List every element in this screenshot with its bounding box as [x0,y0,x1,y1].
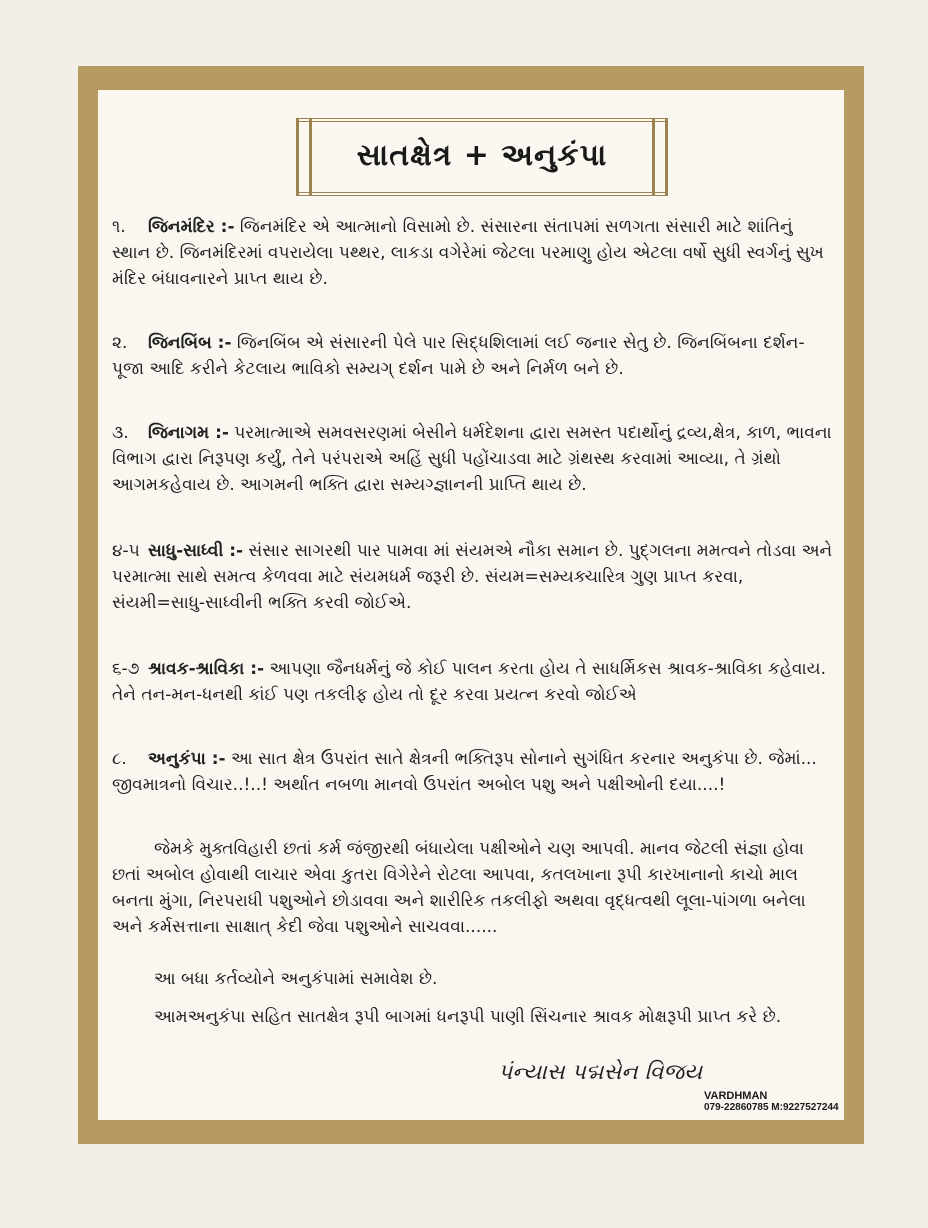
page-frame [78,66,864,1144]
body-paragraph: જેમકે મુક્તવિહારી છતાં કર્મ જંજીરથી બંધાયેલા પક્ષીઓને ચણ આપવી. માનવ જેટલી સંજ્ઞા હોવા છતાં અબોલ હોવાથી લાચાર એવા કુતરા વિગેરેને રોટલા આપવા, કતલખાના રૂપી કારખાનાનો કાચો માલ બનતા મુંગા, નિરપરાધી પશુઓને છોડાવવા અને શારીરિક તકલીફો અથવા વૃદ્ધત્વથી લૂલા-પાંગળા બનેલા અને કર્મસત્તાના સાક્ષાત્ કેદી જેવા પશુઓને સાચવવા...... [112,839,806,937]
item-text: જિનબિંબ એ સંસારની પેલે પાર સિદ્ધશિલામાં લઈ જનાર સેતુ છે. જિનબિંબના દર્શન-પૂજા આદિ કરીને કેટલાય ભાવિકો સમ્યગ્ દર્શન પામે છે અને નિર્મળ બને છે. [112,333,805,379]
item-label: જિનબિંબ :- [148,333,232,353]
list-item [112,656,836,708]
item-text: આ સાત ક્ષેત્ર ઉપરાંત સાતે ક્ષેત્રની ભક્તિરૂપ સોનાને સુગંધિત કરનાર અનુકંપા છે. જેમાં... જીવમાત્રનો વિચાર..!..! અર્થાત નબળા માનવો ઉપરાંત અબોલ પશુ અને પક્ષીઓની દયા....! [112,749,817,795]
item-number: ૪-૫ [112,541,140,561]
item-label: અનુકંપા :- [148,749,226,769]
item-label: શ્રાવક-શ્રાવિકા :- [148,659,265,679]
item-text: સંસાર સાગરથી પાર પામવા માં સંયમએ નૌકા સમાન છે. પુદ્ગલના મમત્વને તોડવા અને પરમાત્મા સાથે સમત્વ કેળવવા માટે સંયમધર્મ જરૂરી છે. સંયમ=સમ્યક્ચારિત્ર ગુણ પ્રાપ્ત કરવા, સંયમી=સાધુ-સાધ્વીની ભક્તિ કરવી જોઈએ. [112,541,833,613]
item-number: ૬-૭ [112,659,140,679]
page-title: સાતક્ષેત્ર + અનુકંપા [356,138,608,173]
item-number: ૮. [112,749,127,769]
signature: પંન્યાસ પદ્મસેન વિજય [498,1060,703,1085]
body-paragraph: આમઅનુકંપા સહિત સાતક્ષેત્ર રૂપી બાગમાં ધનરૂપી પાણી સિંચનાર શ્રાવક મોક્ષરૂપી પ્રાપ્ત કરે છે. [154,1007,782,1027]
item-label: સાધુ-સાધ્વી :- [148,541,244,561]
list-item [112,746,836,798]
item-number: ૧. [112,217,126,237]
item-number: ૨. [112,333,128,353]
list-item [112,214,836,292]
item-text: જિનમંદિર એ આત્માનો વિસામો છે. સંસારના સંતાપમાં સળગતા સંસારી માટે શાંતિનું સ્થાન છે. જિનમંદિરમાં વપરાયેલા પથ્થર, લાકડા વગેરેમાં જેટલા પરમાણુ હોય એટલા વર્ષો સુધી સ્વર્ગનું સુખ મંદિર બંધાવનારને પ્રાપ્ત થાય છે. [112,217,824,289]
list-item [112,420,836,498]
list-item [112,330,836,382]
item-label: જિનાગમ :- [148,423,229,443]
item-number: ૩. [112,423,129,443]
list-item [112,538,836,616]
printer-brand [704,1090,839,1114]
item-text: આપણા જૈનધર્મનું જે કોઈ પાલન કરતા હોય તે સાધર્મિકસ શ્રાવક-શ્રાવિકા કહેવાય. તેને તન-મન-ધનથી કાંઈ પણ તકલીફ હોય તો દૂર કરવા પ્રયત્ન કરવો જોઈએ [112,659,826,705]
title-banner [296,118,668,196]
content-panel [98,90,844,1120]
item-label: જિનમંદિર :- [148,217,235,237]
brand-name: VARDHMAN [704,1090,768,1102]
body-paragraph: આ બધા કર્તવ્યોને અનુકંપામાં સમાવેશ છે. [154,969,438,989]
brand-contact: 079-22860785 M:9227527244 [704,1102,839,1113]
item-text: પરમાત્માએ સમવસરણમાં બેસીને ધર્મદેશના દ્વારા સમસ્ત પદાર્થોનું દ્રવ્ય,ક્ષેત્ર, કાળ, ભાવના વિભાગ દ્વારા નિરૂપણ કર્યું, તેને પરંપરાએ અહિં સુધી પહોંચાડવા માટે ગ્રંથસ્થ કરવામાં આવ્યા, તે ગ્રંથો આગમકહેવાય છે. આગમની ભક્તિ દ્વારા સમ્યગ્જ્ઞાનની પ્રાપ્તિ થાય છે. [112,423,832,495]
